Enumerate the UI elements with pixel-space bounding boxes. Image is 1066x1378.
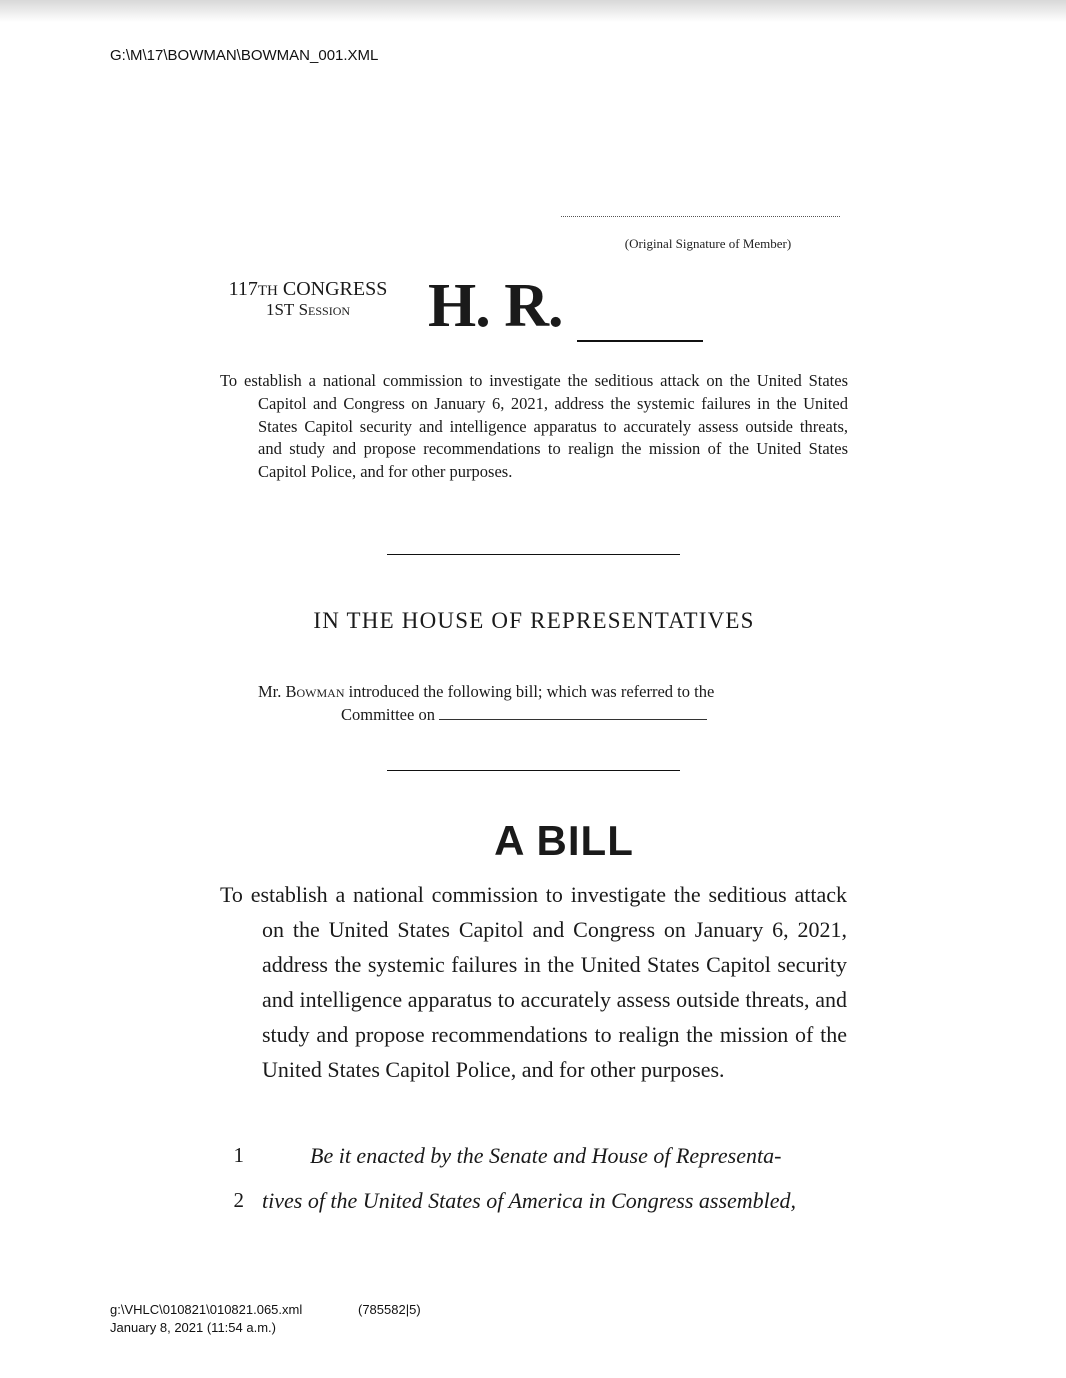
footer-date: January 8, 2021 (11:54 a.m.)	[110, 1320, 276, 1335]
introduction-statement	[258, 680, 810, 726]
committee-blank	[439, 705, 707, 720]
session-word: Session	[298, 300, 351, 319]
introduction-line-1	[258, 680, 810, 703]
introduction-line-2	[258, 703, 810, 726]
file-path-header: G:\M\17\BOWMAN\BOWMAN_001.XML	[110, 47, 379, 64]
bill-number-blank	[577, 340, 703, 342]
enacting-clause-line-1: Be it enacted by the Senate and House of Representa-	[310, 1143, 782, 1168]
signature-label: (Original Signature of Member)	[624, 236, 792, 251]
sponsor-name: Bowman	[285, 682, 345, 701]
line-number: 1	[233, 1143, 244, 1167]
committee-label: Committee on	[341, 705, 435, 724]
chamber-heading: IN THE HOUSE OF REPRESENTATIVES	[313, 608, 755, 633]
session-ordinal: ST	[274, 300, 295, 319]
session-number: 1	[265, 300, 275, 319]
congress-word: CONGRESS	[282, 278, 388, 300]
signature-line	[561, 206, 840, 217]
enacting-clause-line-2: tives of the United States of America in Congress assembled,	[262, 1188, 797, 1213]
footer-code: (785582|5)	[358, 1302, 421, 1317]
divider-rule	[387, 554, 680, 555]
bill-number: H. R.	[428, 272, 563, 340]
sponsor-prefix: Mr.	[258, 682, 282, 701]
short-purpose: To establish a national commission to investigate the seditious attack on the United States Capitol and Congress on January 6, 2021, address the systemic failures in the United States Capitol security and intelligence apparatus to accurately assess outside threats, and study and propose recommendations to realign the mission of the United States Capitol Police, and for other purposes.	[220, 371, 848, 482]
footer-path: g:\VHLC\010821\010821.065.xml	[110, 1302, 303, 1317]
session-label	[218, 300, 398, 320]
congress-number: 117	[228, 278, 258, 300]
line-number: 2	[233, 1188, 244, 1212]
divider-rule	[387, 770, 680, 771]
viewer-top-shadow	[0, 0, 1066, 22]
congress-ordinal: TH	[257, 283, 278, 299]
introduction-text: introduced the following bill; which was referred to the	[348, 682, 715, 701]
bill-title: A BILL	[494, 817, 634, 864]
congress-label	[218, 278, 398, 302]
long-purpose: To establish a national commission to investigate the seditious attack on the United States Capitol and Congress on January 6, 2021, address the systemic failures in the United States Capitol security and intelligence apparatus to accurately assess outside threats, and study and propose recommendations to realign the mission of the United States Capitol Police, and for other purposes.	[220, 882, 847, 1082]
